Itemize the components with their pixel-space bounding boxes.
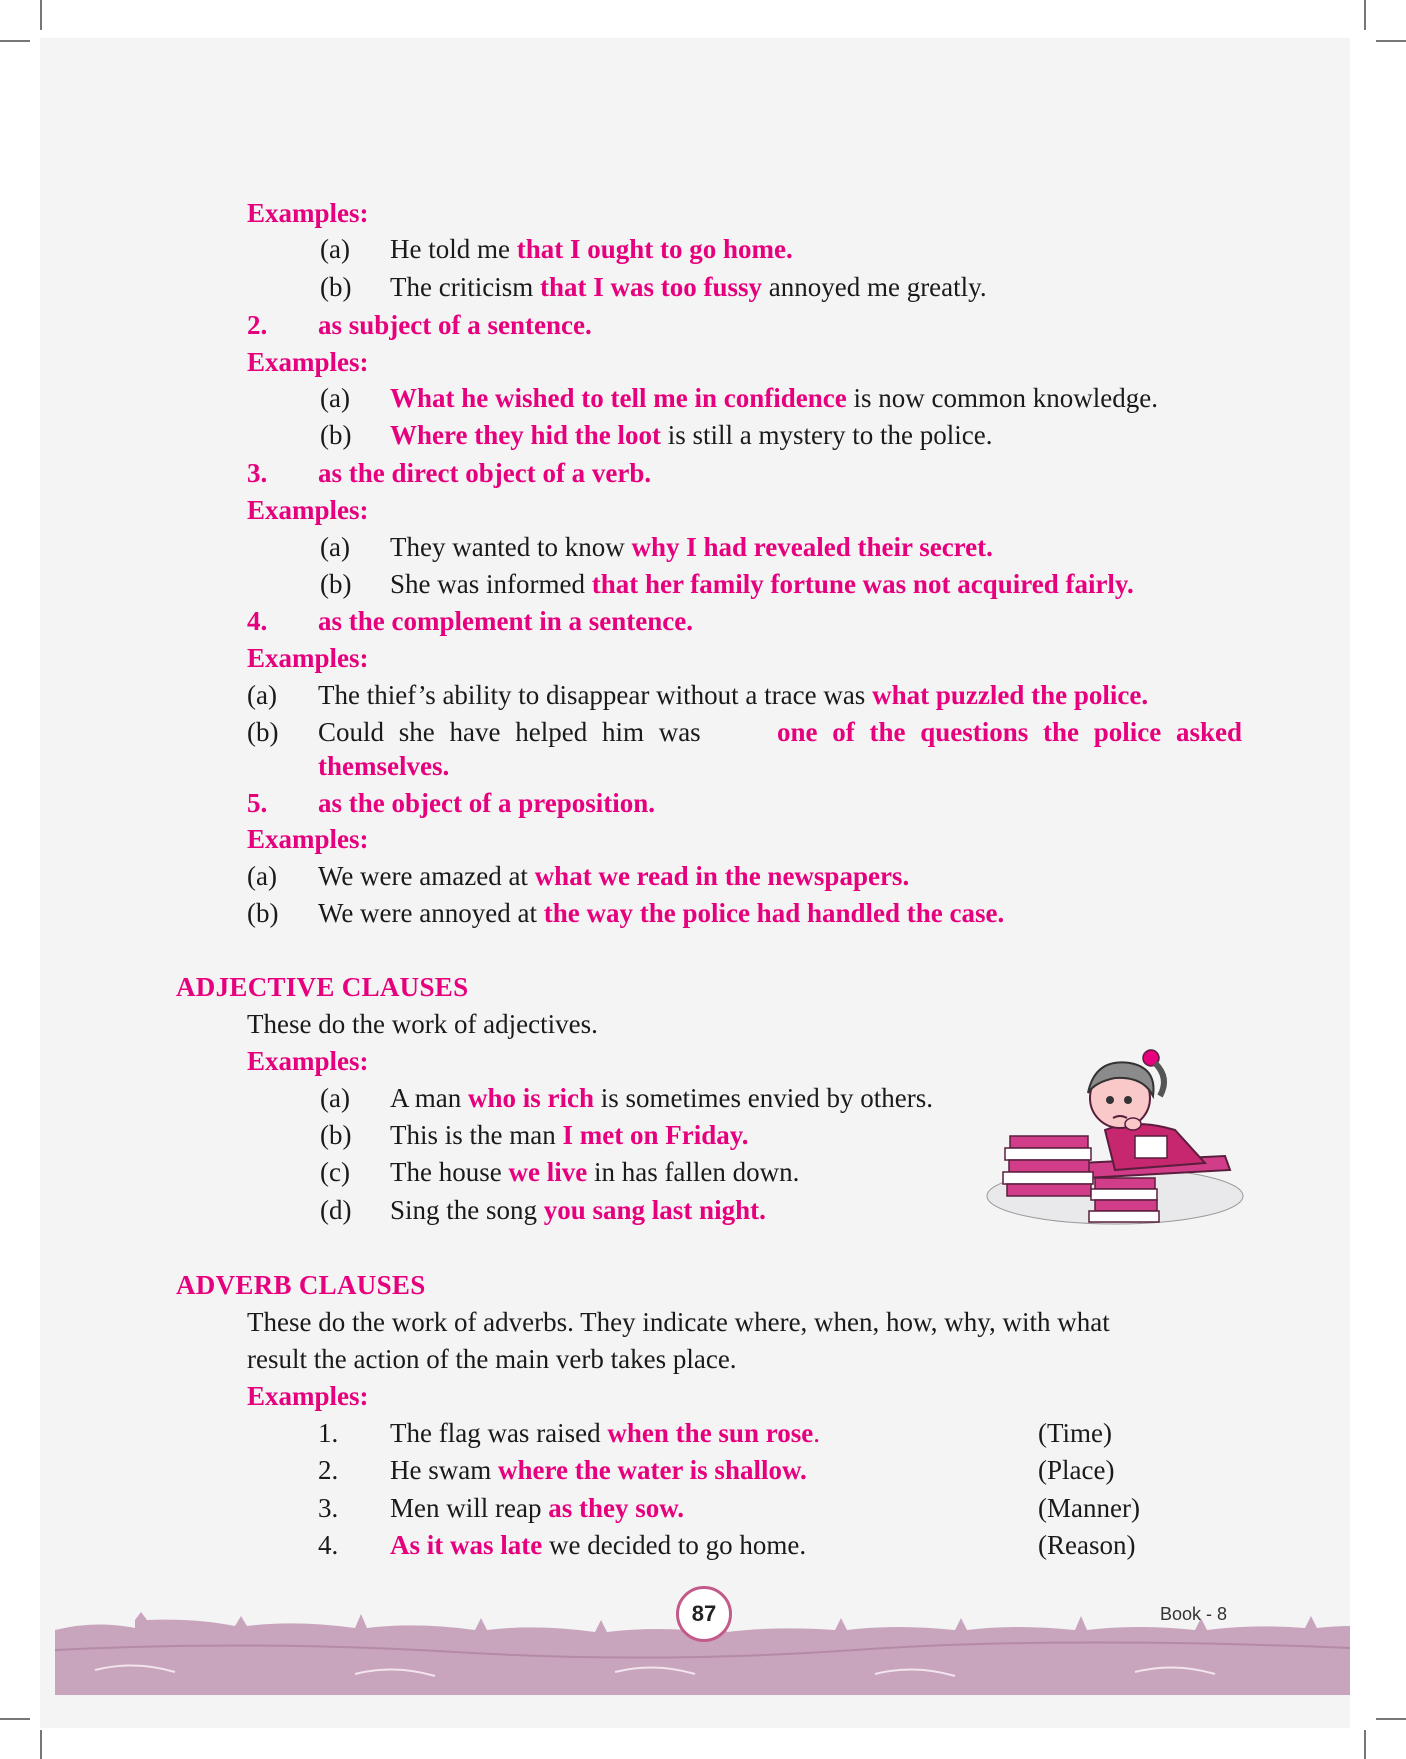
example-text: Where they hid the loot is still a mystery to the police.	[390, 420, 993, 450]
list-item-tag: (Time)	[1038, 1418, 1113, 1448]
example-b: (b)	[320, 272, 352, 302]
example-b: (b)	[320, 1120, 352, 1150]
example-a	[320, 232, 350, 266]
item-number: 2.	[247, 310, 268, 340]
example-text: They wanted to know why I had revealed their secret.	[390, 532, 993, 562]
example-a: (a)	[247, 861, 277, 891]
list-item-tag: (Reason)	[1038, 1530, 1136, 1560]
example-a: (a)	[320, 532, 350, 562]
example-b: (b)	[320, 569, 352, 599]
girl-reading-illustration	[985, 1038, 1245, 1238]
list-item-number: 3.	[318, 1493, 339, 1523]
example-c: (c)	[320, 1157, 350, 1187]
section-heading-adjective: ADJECTIVE CLAUSES	[176, 972, 469, 1002]
crop-mark	[1376, 1718, 1406, 1720]
item-title: as the complement in a sentence.	[318, 606, 693, 636]
crop-mark	[1376, 40, 1406, 42]
item-number: 5.	[247, 788, 268, 818]
examples-label: Examples:	[247, 1381, 369, 1411]
section-intro: These do the work of adverbs. They indicate where, when, how, why, with what	[247, 1307, 1110, 1337]
section-heading-adverb: ADVERB CLAUSES	[176, 1270, 426, 1300]
example-text: He told me that I ought to go home.	[390, 234, 793, 264]
list-item-text: Men will reap as they sow.	[390, 1493, 684, 1523]
example-text: The thief’s ability to disappear without a trace was what puzzled the police.	[318, 680, 1149, 710]
page-number: 87	[676, 1586, 732, 1642]
example-text-continued: themselves.	[318, 751, 450, 781]
example-b: (b)	[247, 898, 279, 928]
list-item-text: The flag was raised when the sun rose.	[390, 1418, 820, 1448]
item-title: as the direct object of a verb.	[318, 458, 652, 488]
crop-mark	[0, 40, 30, 42]
example-text: Sing the song you sang last night.	[390, 1195, 766, 1225]
crop-mark	[1364, 0, 1366, 30]
example-text: We were amazed at what we read in the newspapers.	[318, 861, 910, 891]
list-item-tag: (Manner)	[1038, 1493, 1140, 1523]
examples-label: Examples:	[247, 1046, 369, 1076]
list-item-tag: (Place)	[1038, 1455, 1115, 1485]
item-number: 3.	[247, 458, 268, 488]
examples-label: Examples:	[247, 643, 369, 673]
examples-label: Examples:	[247, 347, 369, 377]
item-title: as subject of a sentence.	[318, 310, 592, 340]
crop-mark	[40, 1730, 42, 1759]
crop-mark	[40, 0, 42, 30]
example-a: (a)	[247, 680, 277, 710]
crop-mark	[0, 1718, 30, 1720]
example-text: She was informed that her family fortune was not acquired fairly.	[390, 569, 1134, 599]
item-title: as the object of a preposition.	[318, 788, 655, 818]
list-item-number: 4.	[318, 1530, 339, 1560]
example-text: We were annoyed at the way the police had handled the case.	[318, 898, 1005, 928]
list-item-text: He swam where the water is shallow.	[390, 1455, 807, 1485]
examples-label: Examples:	[247, 198, 369, 228]
example-text: What he wished to tell me in confidence is now common knowledge.	[390, 383, 1158, 413]
example-a: (a)	[320, 383, 350, 413]
example-text: A man who is rich is sometimes envied by others.	[390, 1083, 933, 1113]
crop-mark	[1364, 1730, 1366, 1759]
list-item-text: As it was late we decided to go home.	[390, 1530, 807, 1560]
list-item-number: 1.	[318, 1418, 339, 1448]
example-mark: (a)	[320, 234, 350, 264]
example-b: (b)	[320, 420, 352, 450]
example-a: (a)	[320, 1083, 350, 1113]
book-label: Book - 8	[1160, 1604, 1228, 1624]
item-number: 4.	[247, 606, 268, 636]
example-text: Could she have helped him was one of the questions the police asked	[318, 717, 1242, 747]
examples-label: Examples:	[247, 824, 369, 854]
example-text: The criticism that I was too fussy annoyed me greatly.	[390, 272, 987, 302]
example-text: The house we live in has fallen down.	[390, 1157, 800, 1187]
examples-label: Examples:	[247, 495, 369, 525]
example-b: (b)	[247, 717, 279, 747]
example-text: This is the man I met on Friday.	[390, 1120, 749, 1150]
example-d: (d)	[320, 1195, 352, 1225]
section-intro: These do the work of adjectives.	[247, 1009, 598, 1039]
section-intro-continued: result the action of the main verb takes place.	[247, 1344, 737, 1374]
list-item-number: 2.	[318, 1455, 339, 1485]
